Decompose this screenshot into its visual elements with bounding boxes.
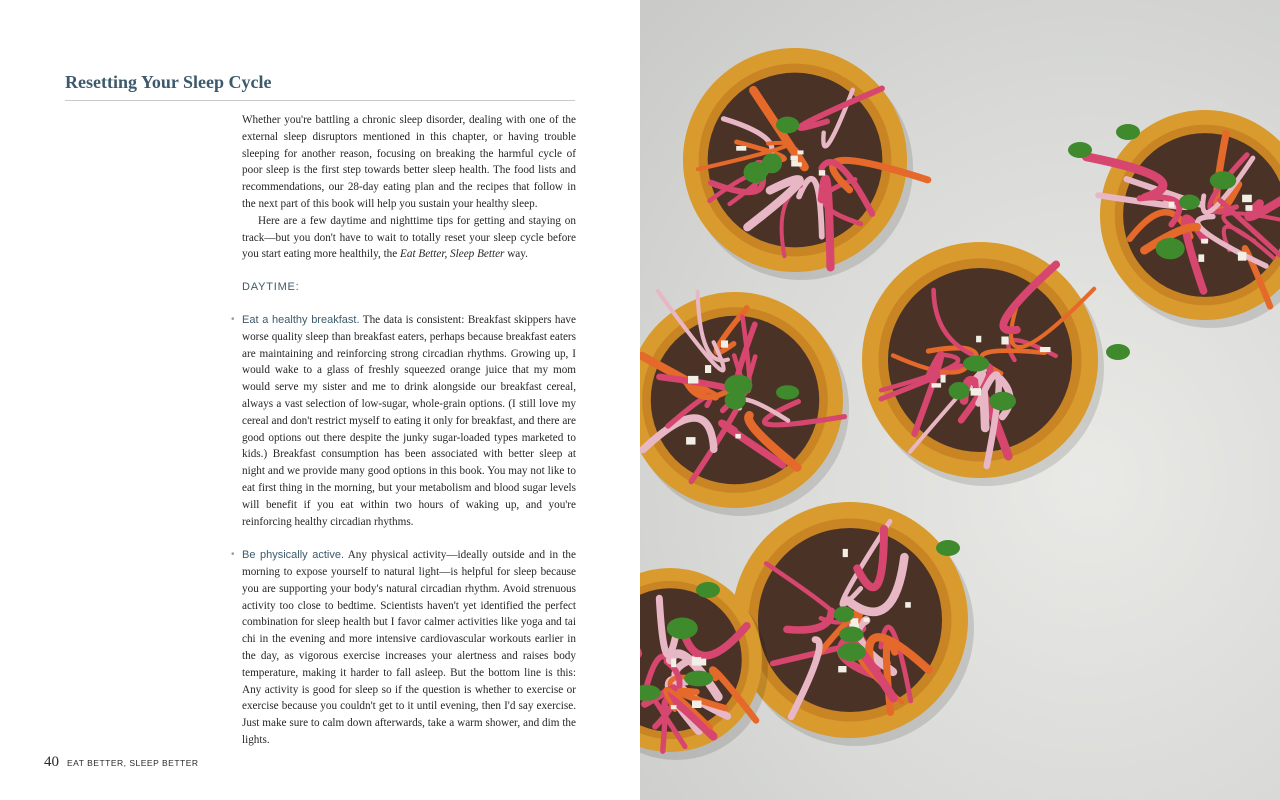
cheese-crumble — [688, 376, 698, 384]
body-text — [231, 112, 576, 749]
cheese-crumble — [671, 659, 676, 668]
cilantro-leaf — [1210, 171, 1236, 189]
cilantro-leaf — [1179, 195, 1200, 210]
cheese-crumble — [1040, 347, 1051, 352]
page-number: 40 — [44, 754, 59, 770]
section-title: Resetting Your Sleep Cycle — [65, 72, 272, 92]
tip-text: Any physical activity—ideally outside and in the morning to expose yourself to natural light—is helpful for sleep because you are supporting your body's natural circadian rhythm. Avoid strenuous activity too close to bedtime. Scientists haven't yet identified the perfect combination for sleep health but I favor calmer activities like yoga and tai chi in the evening and more intensive cardiovascular workouts earlier in the day, as vigorous exercise increases your alertness and raises body temperature, making it harder to fall asleep. But the bottom line is this: Any activity is good for sleep so if the question is whether to exercise or exercise because you couldn't get to it until evening, then I'd say exercise. Just make sure to calm down afterwards, take a warm shower, and dim the lights. — [242, 549, 576, 746]
intro-paragraph: Whether you're battling a chronic sleep disorder, dealing with one of the external sleep disruptors mentioned in this chapter, or having trouble sleeping for another reason, focusing on breaking the harmful cycle of poor sleep is the first step towards better sleep health. The food lists and recommendations, our 28-day eating plan and the recipes that follow in the next part of this book will help you sustain your healthy sleep. — [242, 114, 576, 210]
cheese-crumble — [791, 156, 798, 161]
daytime-subhead: DAYTIME: — [242, 281, 300, 294]
cheese-crumble — [671, 705, 677, 709]
tip-healthy-breakfast — [231, 312, 576, 530]
cheese-crumble — [696, 659, 707, 666]
loose-cilantro-leaf — [1106, 344, 1130, 360]
cheese-crumble — [819, 170, 825, 176]
cilantro-leaf — [834, 606, 854, 622]
cheese-crumble — [976, 336, 981, 343]
cheese-crumble — [1238, 252, 1247, 261]
book-title: Eat Better, Sleep Better — [400, 248, 505, 261]
tip-lead: Be physically active. — [242, 549, 345, 562]
cilantro-leaf — [949, 382, 970, 400]
cheese-crumble — [705, 365, 711, 373]
cilantro-leaf — [776, 385, 799, 399]
running-head: EAT BETTER, SLEEP BETTER — [67, 758, 199, 768]
cheese-crumble — [1169, 202, 1175, 208]
cheese-crumble — [971, 388, 981, 396]
cheese-crumble — [1201, 239, 1208, 244]
title-rule — [65, 100, 575, 101]
cilantro-leaf — [989, 392, 1016, 411]
loose-cilantro-leaf — [1116, 124, 1140, 140]
cheese-crumble — [798, 150, 804, 154]
cheese-crumble — [1001, 337, 1008, 345]
bullet-icon: • — [231, 313, 235, 325]
cilantro-leaf — [838, 643, 866, 661]
cilantro-leaf — [667, 618, 698, 640]
loose-cilantro-leaf — [696, 582, 720, 598]
loose-cilantro-leaf — [1068, 142, 1092, 158]
cheese-crumble — [864, 618, 870, 622]
bullet-icon: • — [231, 549, 235, 561]
tip-lead: Eat a healthy breakfast. — [242, 313, 360, 326]
cheese-crumble — [1242, 195, 1252, 203]
cheese-crumble — [1245, 205, 1252, 211]
cheese-crumble — [905, 602, 911, 608]
tips-intro-end: way. — [504, 248, 528, 261]
cheese-crumble — [843, 549, 848, 557]
cheese-crumble — [692, 701, 702, 709]
cheese-crumble — [736, 146, 746, 151]
cheese-crumble — [735, 434, 740, 439]
cilantro-leaf — [724, 375, 752, 396]
loose-cilantro-leaf — [936, 540, 960, 556]
cheese-crumble — [791, 160, 798, 166]
cheese-crumble — [941, 375, 946, 383]
cheese-crumble — [721, 340, 728, 347]
cheese-crumble — [838, 666, 846, 672]
cilantro-leaf — [744, 162, 768, 183]
tips-intro-text: Here are a few daytime and nighttime tips for getting and staying on track—but you don't have to wait to totally reset your sleep cycle before you start eating more healthily, the — [242, 214, 576, 261]
cilantro-leaf — [839, 627, 863, 643]
tostadas-illustration — [640, 0, 1280, 800]
pickled-strand — [663, 701, 666, 751]
cilantro-leaf — [684, 671, 713, 687]
page-footer — [44, 754, 199, 771]
tip-physically-active — [231, 547, 576, 749]
tip-text: The data is consistent: Breakfast skippers have worse quality sleep than breakfast eaters, perhaps because breakfast eaters are maintaining and reinforcing strong circadian rhythms. Growing up, I would wake to a glass of freshly squeezed orange juice that my mom would serve my sister and me to drink alongside our breakfast cereal, always a vast selection of low-sugar, whole-grain options. (I still love my cereal and don't restrict myself to eating it only for breakfast, and there are good options out there despite the junky sugar-loaded types marketed to kids.) Breakfast consumption has been associated with better sleep at night and we provide many good options in this book. You may not like to eat first thing in the morning, but your metabolism and blood sugar levels will benefit if you eat within two hours of waking up, and you're reinforcing healthy circadian rhythms. — [242, 313, 576, 528]
cheese-crumble — [686, 437, 695, 445]
cilantro-leaf — [1156, 238, 1185, 259]
food-photo — [640, 0, 1280, 800]
cilantro-leaf — [776, 117, 799, 134]
tips-intro-paragraph — [242, 213, 576, 263]
cheese-crumble — [932, 383, 942, 387]
cilantro-leaf — [963, 356, 989, 372]
cheese-crumble — [1198, 254, 1204, 262]
